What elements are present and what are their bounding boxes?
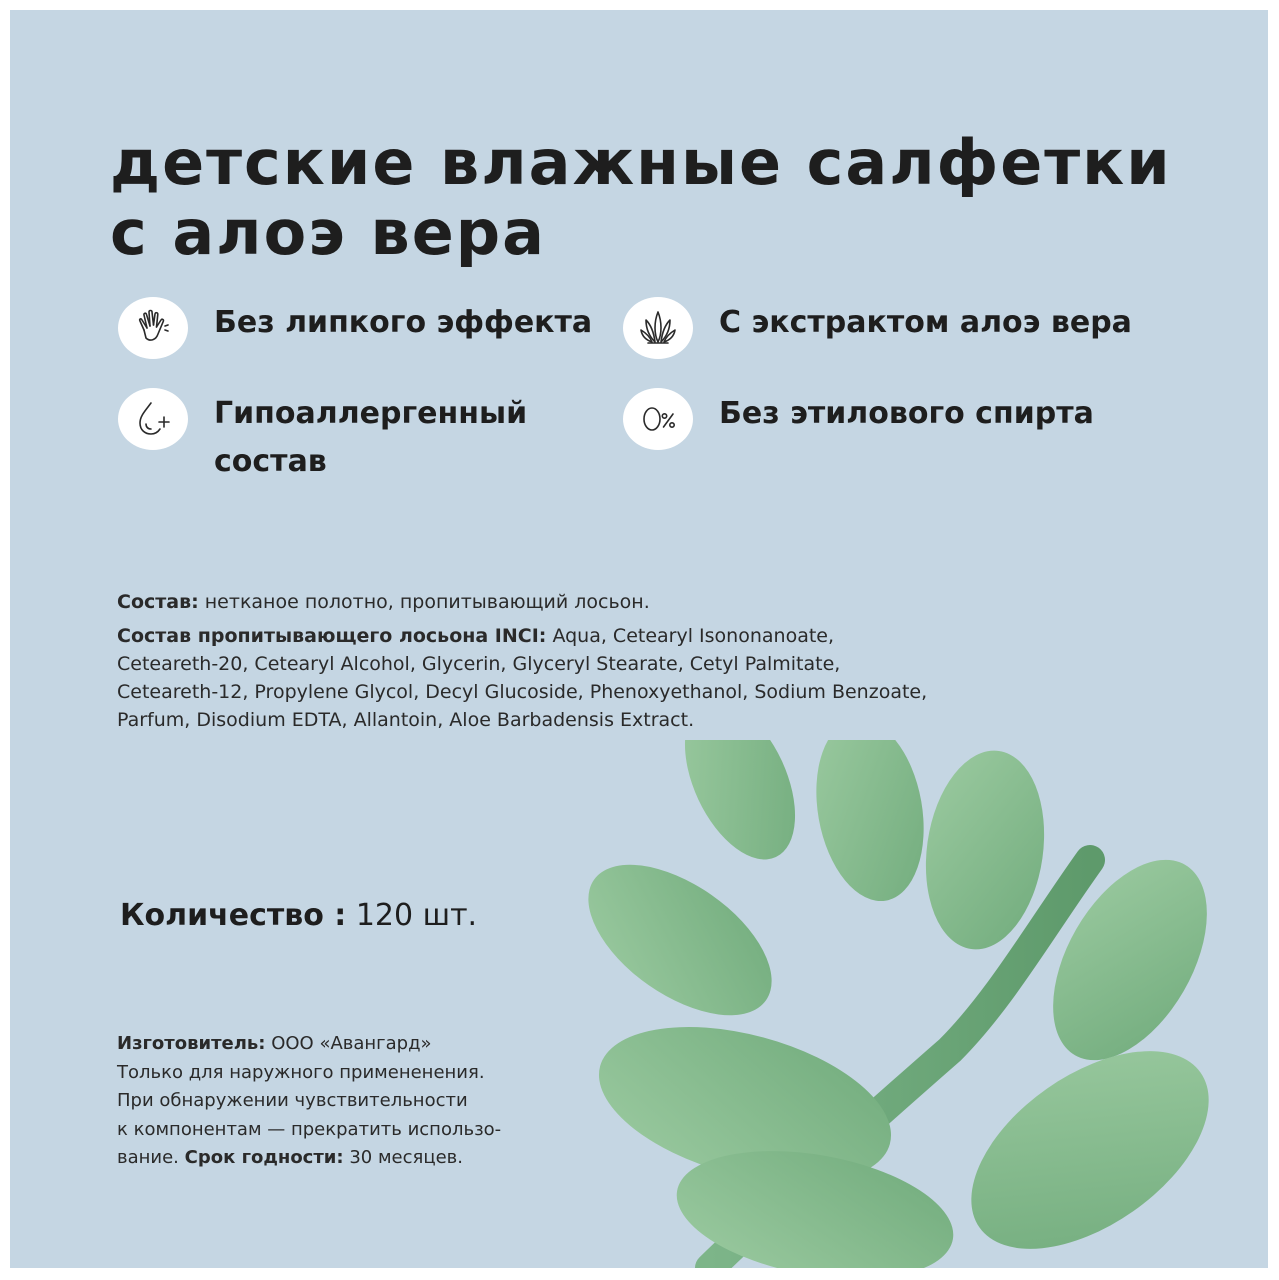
feature-label-line-1: Гипоаллергенный — [214, 396, 528, 431]
leaf — [1021, 834, 1238, 1087]
plant-illustration — [570, 740, 1268, 1268]
title-line-1: детские влажные салфетки — [110, 126, 1172, 199]
lotion-value-1: Aqua, Cetearyl Isononanoate, — [546, 625, 835, 647]
lotion-line-2: Ceteareth-20, Cetearyl Alcohol, Glycerin, Glyceryl Stearate, Cetyl Palmitate, — [117, 653, 841, 675]
feature-label-line-2: состав — [214, 444, 327, 479]
manufacturer-line-4: к компонентам — прекратить использо- — [117, 1118, 502, 1140]
lotion-line-1 — [117, 622, 1067, 650]
manufacturer-line-1 — [117, 1030, 587, 1059]
hypoallergenic-icon — [118, 388, 188, 450]
manufacturer-line-3: При обнаружении чувствительности — [117, 1090, 468, 1111]
aloe-icon — [623, 297, 693, 359]
leaf — [662, 740, 817, 876]
lotion-line-3: Ceteareth-12, Propylene Glycol, Decyl Glucoside, Phenoxyethanol, Sodium Benzoate, — [117, 681, 928, 703]
feature-label: Без липкого эффекта — [214, 305, 593, 340]
manufacturer-line-5: вание. Срок годности: 30 месяцев. — [117, 1147, 463, 1168]
quantity-label: Количество : — [120, 898, 347, 933]
composition-line — [117, 588, 1067, 616]
zero-percent-icon — [623, 388, 693, 450]
feature-label: Без этилового спирта — [719, 396, 1094, 431]
feature-label — [214, 390, 604, 486]
lotion-line-4: Parfum, Disodium EDTA, Allantoin, Aloe Barbadensis Extract. — [117, 709, 695, 731]
shelf-life-label: Срок годности: — [184, 1147, 344, 1168]
leaf — [570, 835, 798, 1046]
manufacturer-label: Изготовитель: — [117, 1033, 266, 1054]
quantity-value: 120 шт. — [346, 898, 478, 933]
manufacturer-block — [117, 1030, 587, 1173]
manufacturer-line-2: Только для наружного примененения. — [117, 1061, 485, 1083]
page-title — [110, 128, 1230, 268]
leaf — [803, 740, 937, 910]
composition-value: нетканое полотно, пропитывающий лосьон. — [198, 591, 650, 613]
manufacturer-value: ООО «Авангард» — [265, 1033, 432, 1054]
product-card — [10, 10, 1268, 1268]
composition-label: Состав: — [117, 591, 199, 613]
shelf-life-value: 30 месяцев. — [343, 1147, 463, 1168]
lotion-composition — [117, 622, 1067, 734]
composition-block — [117, 588, 1067, 734]
hand-icon — [118, 297, 188, 359]
title-line-2: с алоэ вера — [110, 196, 547, 269]
feature-label: С экстрактом алоэ вера — [719, 305, 1132, 340]
quantity — [120, 898, 477, 933]
lotion-label: Состав пропитывающего лосьона INCI: — [117, 625, 547, 647]
